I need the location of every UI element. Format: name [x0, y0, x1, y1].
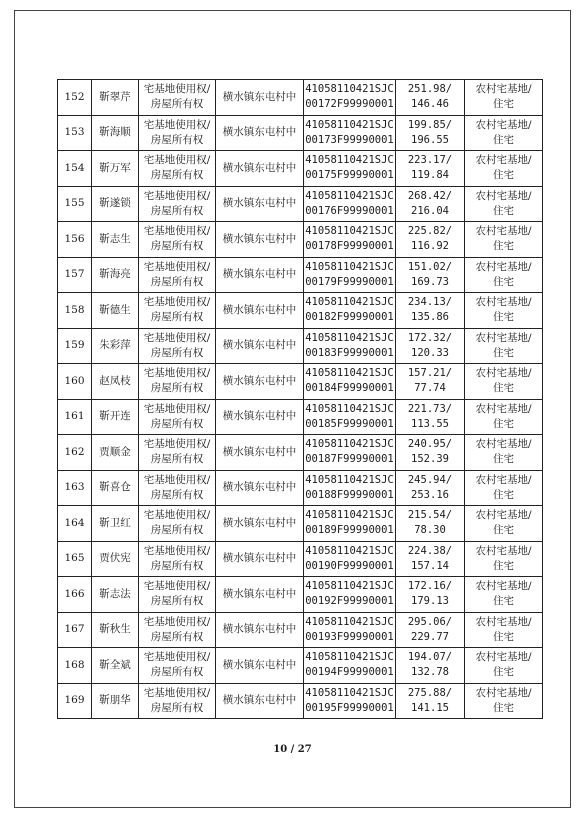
cell-line: 房屋所有权: [150, 98, 204, 111]
owner-name-cell: 靳开连: [92, 399, 139, 435]
cell-line: 房屋所有权: [150, 204, 204, 217]
area-cell: [396, 683, 465, 719]
unit-id-cell: [304, 364, 396, 400]
unit-id-cell: [304, 222, 396, 258]
cell-line: 113.55: [411, 417, 449, 430]
cell-line: 169.73: [411, 275, 449, 288]
table-row: [58, 577, 543, 613]
cell-line: 00195F99990001: [305, 701, 394, 714]
cell-line: 00183F99990001: [305, 346, 394, 359]
cell-line: 41058110421SJC: [305, 260, 394, 273]
row-number-cell: 164: [58, 506, 92, 542]
cell-line: 00175F99990001: [305, 169, 394, 182]
cell-line: 00173F99990001: [305, 133, 394, 146]
cell-line: 宅基地使用权/: [143, 509, 211, 522]
cell-line: 宅基地使用权/: [143, 438, 211, 451]
cell-line: 宅基地使用权/: [143, 544, 211, 557]
unit-id-cell: [304, 683, 396, 719]
area-cell: [396, 399, 465, 435]
right-type-cell: [139, 435, 216, 471]
right-type-cell: [139, 151, 216, 187]
cell-line: 00182F99990001: [305, 311, 394, 324]
cell-line: 78.30: [414, 524, 446, 537]
cell-line: 172.16/: [407, 580, 453, 593]
cell-line: 房屋所有权: [150, 275, 204, 288]
area-cell: [396, 115, 465, 151]
area-cell: [396, 186, 465, 222]
table-row: [58, 222, 543, 258]
row-number-cell: 169: [58, 683, 92, 719]
cell-line: 房屋所有权: [150, 666, 204, 679]
row-number-cell: 163: [58, 470, 92, 506]
owner-name-cell: 靳卫红: [92, 506, 139, 542]
cell-line: 农村宅基地/: [475, 331, 532, 344]
cell-line: 农村宅基地/: [475, 651, 532, 664]
location-cell: 横水镇东屯村中: [216, 151, 304, 187]
land-use-cell: [465, 293, 543, 329]
cell-line: 120.33: [411, 346, 449, 359]
cell-line: 41058110421SJC: [305, 189, 394, 202]
table-row: [58, 257, 543, 293]
row-number-cell: 165: [58, 541, 92, 577]
cell-line: 宅基地使用权/: [143, 651, 211, 664]
land-use-cell: [465, 399, 543, 435]
row-number-cell: 166: [58, 577, 92, 613]
cell-line: 宅基地使用权/: [143, 83, 211, 96]
cell-line: 房屋所有权: [150, 382, 204, 395]
cell-line: 农村宅基地/: [475, 686, 532, 699]
cell-line: 172.32/: [407, 331, 453, 344]
cell-line: 宅基地使用权/: [143, 154, 211, 167]
land-use-cell: [465, 151, 543, 187]
cell-line: 宅基地使用权/: [143, 580, 211, 593]
cell-line: 216.04: [411, 204, 449, 217]
location-cell: 横水镇东屯村中: [216, 80, 304, 116]
cell-line: 房屋所有权: [150, 595, 204, 608]
land-use-cell: [465, 506, 543, 542]
right-type-cell: [139, 80, 216, 116]
unit-id-cell: [304, 541, 396, 577]
table-row: [58, 435, 543, 471]
row-number-cell: 158: [58, 293, 92, 329]
cell-line: 住宅: [493, 524, 514, 537]
unit-id-cell: [304, 328, 396, 364]
owner-name-cell: 朱彩萍: [92, 328, 139, 364]
cell-line: 157.14: [411, 559, 449, 572]
cell-line: 00187F99990001: [305, 453, 394, 466]
area-cell: [396, 577, 465, 613]
table-row: [58, 648, 543, 684]
right-type-cell: [139, 115, 216, 151]
location-cell: 横水镇东屯村中: [216, 541, 304, 577]
cell-line: 住宅: [493, 346, 514, 359]
land-use-cell: [465, 648, 543, 684]
cell-line: 194.07/: [407, 651, 453, 664]
area-cell: [396, 541, 465, 577]
cell-line: 住宅: [493, 275, 514, 288]
owner-name-cell: 赵凤枝: [92, 364, 139, 400]
location-cell: 横水镇东屯村中: [216, 399, 304, 435]
cell-line: 275.88/: [407, 686, 453, 699]
table-row: [58, 328, 543, 364]
owner-name-cell: 靳遂锁: [92, 186, 139, 222]
cell-line: 住宅: [493, 382, 514, 395]
location-cell: 横水镇东屯村中: [216, 648, 304, 684]
right-type-cell: [139, 683, 216, 719]
cell-line: 41058110421SJC: [305, 331, 394, 344]
cell-line: 住宅: [493, 630, 514, 643]
cell-line: 宅基地使用权/: [143, 118, 211, 131]
cell-line: 农村宅基地/: [475, 615, 532, 628]
cell-line: 住宅: [493, 204, 514, 217]
location-cell: 横水镇东屯村中: [216, 222, 304, 258]
unit-id-cell: [304, 612, 396, 648]
row-number-cell: 160: [58, 364, 92, 400]
cell-line: 房屋所有权: [150, 133, 204, 146]
location-cell: 横水镇东屯村中: [216, 186, 304, 222]
cell-line: 房屋所有权: [150, 346, 204, 359]
cell-line: 宅基地使用权/: [143, 615, 211, 628]
cell-line: 41058110421SJC: [305, 544, 394, 557]
cell-line: 41058110421SJC: [305, 473, 394, 486]
owner-name-cell: 靳朋华: [92, 683, 139, 719]
row-number-cell: 153: [58, 115, 92, 151]
cell-line: 农村宅基地/: [475, 296, 532, 309]
cell-line: 41058110421SJC: [305, 509, 394, 522]
cell-line: 152.39: [411, 453, 449, 466]
cell-line: 41058110421SJC: [305, 438, 394, 451]
records-table: [57, 79, 543, 719]
unit-id-cell: [304, 648, 396, 684]
cell-line: 宅基地使用权/: [143, 331, 211, 344]
cell-line: 146.46: [411, 98, 449, 111]
location-cell: 横水镇东屯村中: [216, 506, 304, 542]
cell-line: 77.74: [414, 382, 446, 395]
location-cell: 横水镇东屯村中: [216, 293, 304, 329]
land-use-cell: [465, 257, 543, 293]
right-type-cell: [139, 399, 216, 435]
cell-line: 房屋所有权: [150, 488, 204, 501]
unit-id-cell: [304, 151, 396, 187]
cell-line: 234.13/: [407, 296, 453, 309]
right-type-cell: [139, 506, 216, 542]
cell-line: 41058110421SJC: [305, 296, 394, 309]
cell-line: 房屋所有权: [150, 453, 204, 466]
cell-line: 房屋所有权: [150, 559, 204, 572]
cell-line: 251.98/: [407, 83, 453, 96]
unit-id-cell: [304, 470, 396, 506]
area-cell: [396, 293, 465, 329]
cell-line: 住宅: [493, 559, 514, 572]
cell-line: 00190F99990001: [305, 559, 394, 572]
cell-line: 房屋所有权: [150, 701, 204, 714]
row-number-cell: 156: [58, 222, 92, 258]
right-type-cell: [139, 257, 216, 293]
cell-line: 住宅: [493, 98, 514, 111]
row-number-cell: 159: [58, 328, 92, 364]
table-row: [58, 683, 543, 719]
owner-name-cell: 靳德生: [92, 293, 139, 329]
cell-line: 房屋所有权: [150, 524, 204, 537]
area-cell: [396, 328, 465, 364]
location-cell: 横水镇东屯村中: [216, 435, 304, 471]
location-cell: 横水镇东屯村中: [216, 612, 304, 648]
owner-name-cell: 靳翠芹: [92, 80, 139, 116]
cell-line: 00179F99990001: [305, 275, 394, 288]
cell-line: 宅基地使用权/: [143, 402, 211, 415]
land-use-cell: [465, 222, 543, 258]
owner-name-cell: 靳志生: [92, 222, 139, 258]
cell-line: 00194F99990001: [305, 666, 394, 679]
cell-line: 00192F99990001: [305, 595, 394, 608]
cell-line: 农村宅基地/: [475, 225, 532, 238]
table-row: [58, 293, 543, 329]
cell-line: 农村宅基地/: [475, 473, 532, 486]
cell-line: 00188F99990001: [305, 488, 394, 501]
unit-id-cell: [304, 80, 396, 116]
unit-id-cell: [304, 399, 396, 435]
land-use-cell: [465, 80, 543, 116]
land-use-cell: [465, 683, 543, 719]
table-row: [58, 541, 543, 577]
land-use-cell: [465, 115, 543, 151]
right-type-cell: [139, 541, 216, 577]
records-table-body: [58, 80, 543, 719]
table-row: [58, 506, 543, 542]
page-number: 10 / 27: [273, 744, 312, 755]
row-number-cell: 155: [58, 186, 92, 222]
location-cell: 横水镇东屯村中: [216, 364, 304, 400]
area-cell: [396, 222, 465, 258]
row-number-cell: 161: [58, 399, 92, 435]
cell-line: 宅基地使用权/: [143, 189, 211, 202]
owner-name-cell: 靳全斌: [92, 648, 139, 684]
table-row: [58, 612, 543, 648]
cell-line: 住宅: [493, 453, 514, 466]
cell-line: 农村宅基地/: [475, 580, 532, 593]
area-cell: [396, 470, 465, 506]
area-cell: [396, 648, 465, 684]
cell-line: 农村宅基地/: [475, 189, 532, 202]
unit-id-cell: [304, 257, 396, 293]
cell-line: 00178F99990001: [305, 240, 394, 253]
cell-line: 00189F99990001: [305, 524, 394, 537]
right-type-cell: [139, 612, 216, 648]
owner-name-cell: 贾伏宪: [92, 541, 139, 577]
row-number-cell: 168: [58, 648, 92, 684]
owner-name-cell: 贾顺金: [92, 435, 139, 471]
right-type-cell: [139, 470, 216, 506]
owner-name-cell: 靳海亮: [92, 257, 139, 293]
location-cell: 横水镇东屯村中: [216, 257, 304, 293]
cell-line: 41058110421SJC: [305, 615, 394, 628]
cell-line: 宅基地使用权/: [143, 473, 211, 486]
cell-line: 221.73/: [407, 402, 453, 415]
right-type-cell: [139, 648, 216, 684]
cell-line: 157.21/: [407, 367, 453, 380]
table-row: [58, 399, 543, 435]
area-cell: [396, 151, 465, 187]
right-type-cell: [139, 186, 216, 222]
cell-line: 179.13: [411, 595, 449, 608]
right-type-cell: [139, 577, 216, 613]
cell-line: 住宅: [493, 417, 514, 430]
land-use-cell: [465, 541, 543, 577]
cell-line: 132.78: [411, 666, 449, 679]
cell-line: 41058110421SJC: [305, 686, 394, 699]
area-cell: [396, 612, 465, 648]
cell-line: 住宅: [493, 169, 514, 182]
land-use-cell: [465, 364, 543, 400]
cell-line: 住宅: [493, 488, 514, 501]
cell-line: 196.55: [411, 133, 449, 146]
cell-line: 农村宅基地/: [475, 154, 532, 167]
cell-line: 房屋所有权: [150, 240, 204, 253]
cell-line: 229.77: [411, 630, 449, 643]
cell-line: 住宅: [493, 240, 514, 253]
area-cell: [396, 435, 465, 471]
cell-line: 农村宅基地/: [475, 544, 532, 557]
cell-line: 住宅: [493, 666, 514, 679]
table-row: [58, 186, 543, 222]
cell-line: 住宅: [493, 701, 514, 714]
cell-line: 224.38/: [407, 544, 453, 557]
area-cell: [396, 257, 465, 293]
cell-line: 房屋所有权: [150, 311, 204, 324]
cell-line: 农村宅基地/: [475, 83, 532, 96]
table-row: [58, 80, 543, 116]
unit-id-cell: [304, 435, 396, 471]
cell-line: 225.82/: [407, 225, 453, 238]
cell-line: 253.16: [411, 488, 449, 501]
cell-line: 农村宅基地/: [475, 367, 532, 380]
cell-line: 41058110421SJC: [305, 118, 394, 131]
cell-line: 41058110421SJC: [305, 580, 394, 593]
land-use-cell: [465, 186, 543, 222]
table-row: [58, 115, 543, 151]
cell-line: 农村宅基地/: [475, 438, 532, 451]
cell-line: 41058110421SJC: [305, 154, 394, 167]
location-cell: 横水镇东屯村中: [216, 470, 304, 506]
cell-line: 房屋所有权: [150, 169, 204, 182]
owner-name-cell: 靳喜仓: [92, 470, 139, 506]
cell-line: 房屋所有权: [150, 417, 204, 430]
cell-line: 116.92: [411, 240, 449, 253]
location-cell: 横水镇东屯村中: [216, 683, 304, 719]
unit-id-cell: [304, 115, 396, 151]
table-row: [58, 364, 543, 400]
cell-line: 房屋所有权: [150, 630, 204, 643]
cell-line: 223.17/: [407, 154, 453, 167]
land-use-cell: [465, 435, 543, 471]
land-use-cell: [465, 612, 543, 648]
cell-line: 41058110421SJC: [305, 402, 394, 415]
area-cell: [396, 364, 465, 400]
cell-line: 宅基地使用权/: [143, 686, 211, 699]
land-use-cell: [465, 328, 543, 364]
cell-line: 41058110421SJC: [305, 367, 394, 380]
cell-line: 00172F99990001: [305, 98, 394, 111]
cell-line: 41058110421SJC: [305, 651, 394, 664]
unit-id-cell: [304, 506, 396, 542]
cell-line: 宅基地使用权/: [143, 296, 211, 309]
table-row: [58, 470, 543, 506]
cell-line: 240.95/: [407, 438, 453, 451]
row-number-cell: 152: [58, 80, 92, 116]
cell-line: 宅基地使用权/: [143, 260, 211, 273]
cell-line: 农村宅基地/: [475, 118, 532, 131]
area-cell: [396, 506, 465, 542]
cell-line: 199.85/: [407, 118, 453, 131]
cell-line: 151.02/: [407, 260, 453, 273]
owner-name-cell: 靳志法: [92, 577, 139, 613]
cell-line: 00185F99990001: [305, 417, 394, 430]
cell-line: 农村宅基地/: [475, 260, 532, 273]
cell-line: 215.54/: [407, 509, 453, 522]
cell-line: 41058110421SJC: [305, 225, 394, 238]
location-cell: 横水镇东屯村中: [216, 577, 304, 613]
land-use-cell: [465, 577, 543, 613]
cell-line: 119.84: [411, 169, 449, 182]
cell-line: 农村宅基地/: [475, 509, 532, 522]
row-number-cell: 167: [58, 612, 92, 648]
unit-id-cell: [304, 293, 396, 329]
cell-line: 住宅: [493, 133, 514, 146]
cell-line: 245.94/: [407, 473, 453, 486]
right-type-cell: [139, 328, 216, 364]
unit-id-cell: [304, 577, 396, 613]
cell-line: 141.15: [411, 701, 449, 714]
cell-line: 00184F99990001: [305, 382, 394, 395]
right-type-cell: [139, 364, 216, 400]
cell-line: 00176F99990001: [305, 204, 394, 217]
cell-line: 住宅: [493, 595, 514, 608]
owner-name-cell: 靳海顺: [92, 115, 139, 151]
cell-line: 135.86: [411, 311, 449, 324]
cell-line: 农村宅基地/: [475, 402, 532, 415]
row-number-cell: 154: [58, 151, 92, 187]
location-cell: 横水镇东屯村中: [216, 328, 304, 364]
row-number-cell: 162: [58, 435, 92, 471]
row-number-cell: 157: [58, 257, 92, 293]
unit-id-cell: [304, 186, 396, 222]
owner-name-cell: 靳万军: [92, 151, 139, 187]
cell-line: 住宅: [493, 311, 514, 324]
cell-line: 宅基地使用权/: [143, 367, 211, 380]
cell-line: 295.06/: [407, 615, 453, 628]
cell-line: 00193F99990001: [305, 630, 394, 643]
cell-line: 41058110421SJC: [305, 83, 394, 96]
area-cell: [396, 80, 465, 116]
right-type-cell: [139, 293, 216, 329]
location-cell: 横水镇东屯村中: [216, 115, 304, 151]
owner-name-cell: 靳秋生: [92, 612, 139, 648]
cell-line: 宅基地使用权/: [143, 225, 211, 238]
right-type-cell: [139, 222, 216, 258]
cell-line: 268.42/: [407, 189, 453, 202]
land-use-cell: [465, 470, 543, 506]
table-row: [58, 151, 543, 187]
